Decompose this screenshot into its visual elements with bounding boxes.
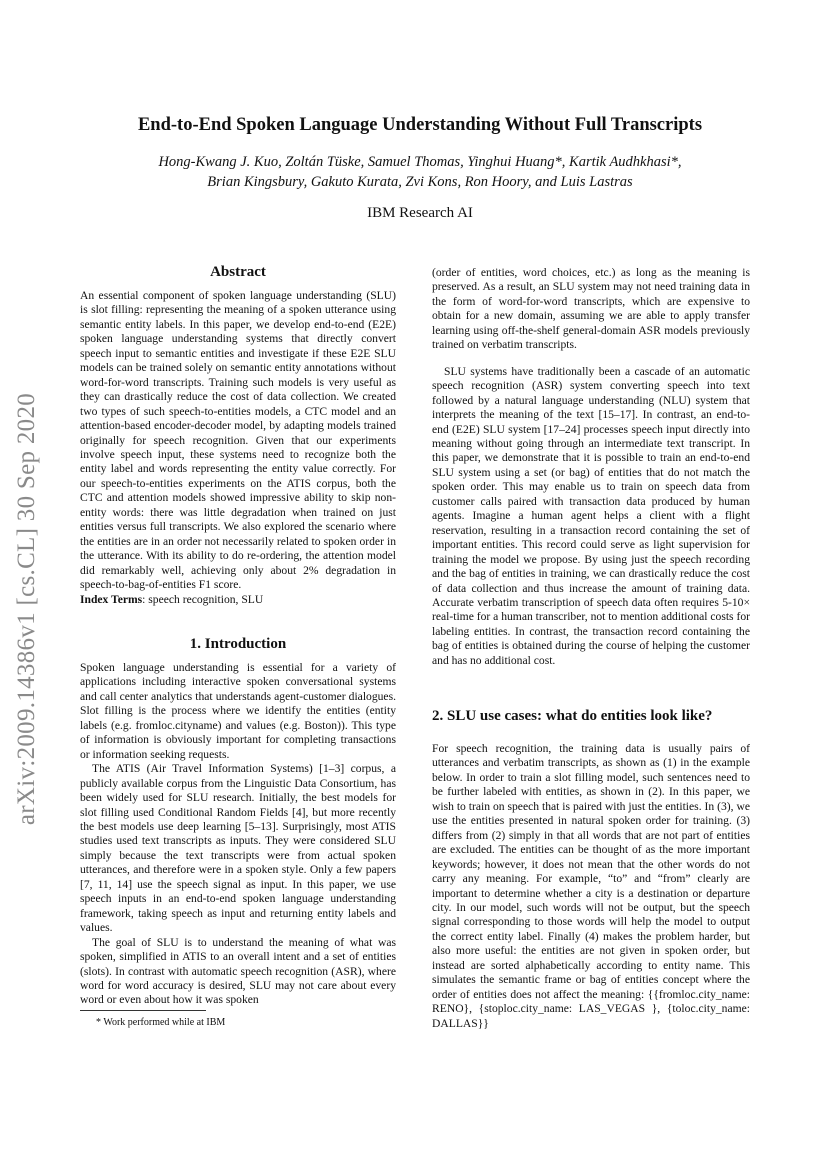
index-terms-value: : speech recognition, SLU — [142, 592, 264, 606]
arxiv-stamp — [8, 364, 46, 854]
arxiv-stamp-text: arXiv:2009.14386v1 [cs.CL] 30 Sep 2020 — [13, 392, 40, 826]
index-terms — [80, 593, 396, 607]
slu-heading: 2. SLU use cases: what do entities look like? — [432, 708, 713, 724]
abstract-body — [80, 289, 396, 607]
right-paragraph-1: (order of entities, word choices, etc.) as long as the meaning is preserved. As a result, an SLU system may not need training data in the form of word-for-word transcripts, which are expensive to obtain for a new domain, assuming we are able to apply transfer learning using off-the-shelf general-domain ASR models previously trained on verbatim transcripts. — [432, 266, 750, 352]
intro-paragraph-3: The goal of SLU is to understand the meaning of what was spoken, simplified in ATIS to an overall intent and a set of entities (slots). In contrast with automatic speech recognition (ASR), where word for word accuracy is desired, SLU may not care about every word or even about how it was spoken — [80, 935, 396, 1007]
intro-paragraph-2: The ATIS (Air Travel Information Systems) [1–3] corpus, a publicly available corpus from the Linguistic Data Consortium, has been widely used for SLU research. Initially, the best models for slot filling used Conditional Random Fields [4], but more recently the best models use deep learning [5–13]. Surprisingly, most ATIS studies used text transcripts as inputs. They were considered SLU simply because the text transcripts were from actual spoken utterances, and therefore were in a spoken style. Only a few papers [7, 11, 14] use the speech signal as input. In this paper, we use speech inputs in an end-to-end spoken language understanding framework, taking speech as input and returning entity labels and values. — [80, 762, 396, 935]
paper-title: End-to-End Spoken Language Understanding Without Full Transcripts — [137, 115, 703, 135]
abstract-heading: Abstract — [210, 264, 266, 280]
affiliation: IBM Research AI — [367, 205, 473, 221]
intro-heading: 1. Introduction — [189, 636, 287, 652]
footnote: * Work performed while at IBM — [96, 1017, 226, 1028]
right-paragraph-2: SLU systems have traditionally been a cascade of an automatic speech recognition (ASR) system converting speech into text followed by a natural language understanding (NLU) system that interprets the meaning of the text [15–17]. In contrast, an end-to-end (E2E) SLU system [17–24] processes speech input directly into meaning without going through an intermediate text transcript. In this paper, we demonstrate that it is possible to train an end-to-end SLU system using a set (or bag) of entities that do not match the spoken order. This may enable us to train on speech data from customer calls paired with transaction data produced by human agents. Imagine a human agent helps a client with a flight reservation, resulting in a transaction record containing the set of important entities. This record could serve as light supervision for training the model we propose. By using just the speech recording and the bag of entities in training, we can drastically reduce the cost of data collection and thus increase the amount of training data. Accurate verbatim transcription of speech data often requires 5-10× real-time for a human transcriber, not to mention additional costs for labeling entities. In contrast, the transaction record containing the bag of entities is obtained during the course of helping the customer and has no additional cost. — [432, 364, 750, 667]
index-terms-label: Index Terms — [80, 592, 143, 606]
intro-body — [80, 661, 396, 1008]
slu-body — [432, 742, 750, 1031]
authors-line-2: Brian Kingsbury, Gakuto Kurata, Zvi Kons, Ron Hoory, and Luis Lastras — [207, 174, 633, 190]
slu-paragraph-1: For speech recognition, the training data is usually pairs of utterances and verbatim transcripts, as shown as (1) in the example below. In order to train a slot filling model, such sentences need to be further labeled with entities, as shown in (2). In this paper, we wish to train on speech that is paired with just the entities. In (3), we use the entities presented in natural spoken order for training. (3) differs from (2) simply in that all words that are not part of entities are excluded. The entities can be thought of as the more important keywords; however, it does not mean that the other words do not carry any meaning. For example, “to” and “from” clearly are important to determine whether a city is a destination or departure city. In our model, such words will not be output, but the speech signal corresponding to those words will help the model to output the correct entity label. Finally (4) makes the problem harder, but also more useful: the entities are not given in spoken order, but instead are sorted alphabetically according to entity name. This simulates the semantic frame or bag of entities concept where the order of entities does not affect the meaning: {{fromloc.city_name: RENO}, {stoploc.city_name: LAS_VEGAS }, {toloc.city_name: DALLAS}} — [432, 742, 750, 1030]
right-column-text — [432, 266, 750, 668]
abstract-text: An essential component of spoken language understanding (SLU) is slot filling: representing the meaning of a spoken utterance using semantic entity labels. In this paper, we develop end-to-end (E2E) spoken language understanding systems that directly convert speech input to semantic entities and investigate if these E2E SLU models can be trained solely on semantic entity annotations without word-for-word transcripts. Training such models is very useful as they can drastically reduce the cost of data collection. We created two types of such speech-to-entities models, a CTC model and an attention-based encoder-decoder model, by adapting models trained originally for speech recognition. Given that our experiments involve speech input, these systems need to recognize both the entity label and words representing the entity value correctly. For our speech-to-entities experiments on the ATIS corpus, both the CTC and attention models showed impressive ability to skip non-entity words: there was little degradation when trained on just entities versus full transcripts. We also explored the scenario where the entities are in an order not necessarily related to spoken order in the utterance. With its ability to do re-ordering, the attention model did remarkably well, achieving only about 2% degradation in speech-to-bag-of-entities F1 score. — [80, 289, 396, 592]
footnote-rule — [80, 1010, 206, 1011]
intro-paragraph-1: Spoken language understanding is essential for a variety of applications including interactive spoken conversational systems and call center analytics that understands agent-customer dialogues. Slot filling is the process where we identify the entities (entity labels (e.g. fromloc.cityname) and values (e.g. Boston)). This type of information is obviously important for completing transactions or information seeking requests. — [80, 661, 396, 761]
authors-line-1: Hong-Kwang J. Kuo, Zoltán Tüske, Samuel Thomas, Yinghui Huang*, Kartik Audhkhasi*, — [158, 154, 682, 170]
